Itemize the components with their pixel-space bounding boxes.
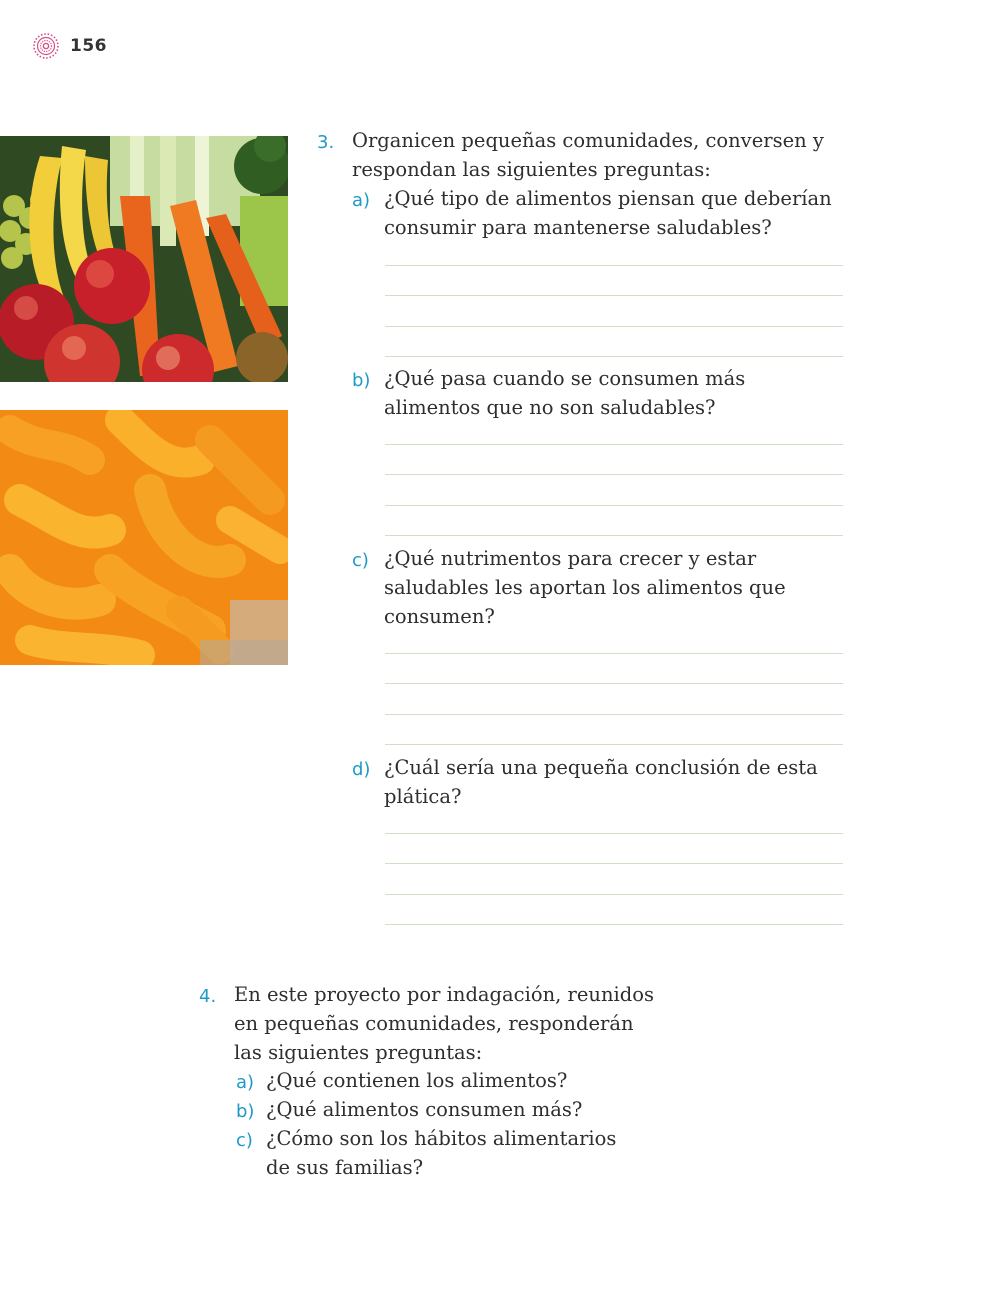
subquestion-text-line: alimentos que no son saludables? xyxy=(384,396,716,419)
subquestion-text-line: ¿Qué tipo de alimentos piensan que deberían xyxy=(384,187,832,210)
question-text-line: en pequeñas comunidades, responderán xyxy=(234,1012,634,1035)
answer-line[interactable] xyxy=(385,864,843,895)
question-text-line: respondan las siguientes preguntas: xyxy=(352,158,711,181)
subquestion-letter: c) xyxy=(236,1130,253,1151)
answer-line[interactable] xyxy=(385,684,843,715)
subquestion-text-line: ¿Qué nutrimentos para crecer y estar xyxy=(384,547,757,570)
answer-line[interactable] xyxy=(385,414,843,445)
question-text-line: En este proyecto por indagación, reunidos xyxy=(234,983,654,1006)
question-number: 4. xyxy=(199,986,217,1007)
subquestion-text-line: ¿Qué pasa cuando se consumen más xyxy=(384,367,746,390)
subquestion-text-line: ¿Qué alimentos consumen más? xyxy=(266,1098,583,1121)
subquestion-text-line: ¿Cómo son los hábitos alimentarios xyxy=(266,1127,617,1150)
answer-line[interactable] xyxy=(385,506,843,537)
subquestion-text-line: de sus familias? xyxy=(266,1156,424,1179)
subquestion-text-line: ¿Qué contienen los alimentos? xyxy=(266,1069,568,1092)
fruits-vegetables-photo xyxy=(0,136,288,382)
answer-lines[interactable] xyxy=(385,414,843,536)
subquestion-text-line: ¿Cuál sería una pequeña conclusión de esta xyxy=(384,756,818,779)
answer-lines[interactable] xyxy=(385,803,843,925)
subquestion-letter: b) xyxy=(352,370,371,391)
question-text-line: Organicen pequeñas comunidades, conversen y xyxy=(352,129,824,152)
subquestion-letter: c) xyxy=(352,550,369,571)
answer-line[interactable] xyxy=(385,715,843,746)
answer-line[interactable] xyxy=(385,834,843,865)
answer-line[interactable] xyxy=(385,475,843,506)
subquestion-letter: a) xyxy=(352,190,371,211)
subquestion-text-line: consumir para mantenerse saludables? xyxy=(384,216,772,239)
answer-line[interactable] xyxy=(385,803,843,834)
subquestion-letter: a) xyxy=(236,1072,255,1093)
photo-fruits-icon xyxy=(0,136,288,382)
page-header xyxy=(32,30,107,62)
answer-line[interactable] xyxy=(385,654,843,685)
question-text-line: las siguientes preguntas: xyxy=(234,1041,483,1064)
answer-line[interactable] xyxy=(385,235,843,266)
subquestion-letter: d) xyxy=(352,759,371,780)
page-number: 156 xyxy=(70,36,107,56)
subquestion-text-line: consumen? xyxy=(384,605,495,628)
answer-line[interactable] xyxy=(385,266,843,297)
ornament-icon xyxy=(32,32,60,60)
answer-line[interactable] xyxy=(385,623,843,654)
answer-line[interactable] xyxy=(385,445,843,476)
subquestion-text-line: saludables les aportan los alimentos que xyxy=(384,576,786,599)
answer-lines[interactable] xyxy=(385,623,843,745)
subquestion-text-line: plática? xyxy=(384,785,462,808)
answer-line[interactable] xyxy=(385,327,843,358)
cheese-snacks-photo xyxy=(0,410,288,665)
answer-lines[interactable] xyxy=(385,235,843,357)
answer-line[interactable] xyxy=(385,895,843,926)
question-number: 3. xyxy=(317,132,335,153)
answer-line[interactable] xyxy=(385,296,843,327)
photo-snacks-icon xyxy=(0,410,288,665)
subquestion-letter: b) xyxy=(236,1101,255,1122)
